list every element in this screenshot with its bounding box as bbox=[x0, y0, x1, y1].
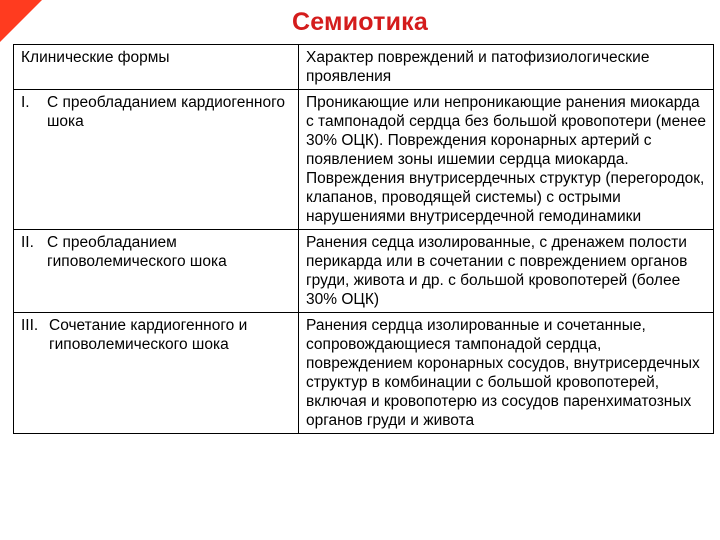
row-number: I. bbox=[21, 94, 30, 111]
description-cell: Ранения сердца изолированные и сочетанные, сопровождающиеся тампонадой сердца, повреждением коронарных сосудов, внутрисердечных структур в комбинации с большой кровопотерей, включая и кровопотерю из сосудов паренхиматозных органов груди и живота bbox=[299, 313, 714, 434]
row-number: II. bbox=[21, 234, 34, 251]
clinical-form-text: Сочетание кардиогенного и гиповолемического шока bbox=[49, 317, 248, 353]
table-row bbox=[14, 313, 714, 434]
clinical-form-cell bbox=[14, 90, 299, 230]
clinical-form-cell bbox=[14, 313, 299, 434]
clinical-form-text: С преобладанием кардиогенного шока bbox=[47, 94, 286, 130]
description-cell: Проникающие или непроникающие ранения миокарда с тампонадой сердца без большой кровопотери (менее 30% ОЦК). Повреждения коронарных артерий с появлением зоны ишемии сердца миокарда. Повреждения внутрисердечных структур (перегородок, клапанов, проводящей системы) с острыми нарушениями внутрисердечной гемодинамики bbox=[299, 90, 714, 230]
clinical-form-text: С преобладанием гиповолемического шока bbox=[47, 234, 227, 270]
table-header-row bbox=[14, 45, 714, 90]
row-number: III. bbox=[21, 317, 39, 334]
table-row bbox=[14, 230, 714, 313]
slide-title: Семиотика bbox=[292, 8, 428, 36]
header-clinical-forms: Клинические формы bbox=[14, 45, 299, 90]
header-injury-character: Характер повреждений и патофизиологические проявления bbox=[299, 45, 714, 90]
description-cell: Ранения седца изолированные, с дренажем полости перикарда или в сочетании с повреждением органов груди, живота и др. с большой кровопотерей (более 30% ОЦК) bbox=[299, 230, 714, 313]
clinical-form-cell bbox=[14, 230, 299, 313]
semiotics-table bbox=[13, 44, 714, 434]
table-row bbox=[14, 90, 714, 230]
